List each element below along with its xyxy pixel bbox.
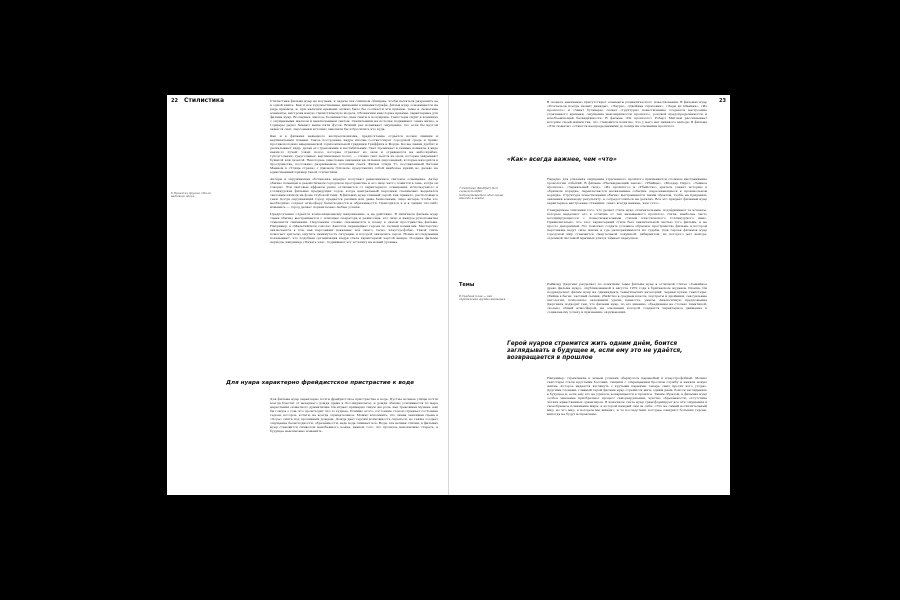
- book-spread: [167, 95, 730, 495]
- paragraph: Стандартные описания того, что делает стиль нуар отличительным, подчёркивают те аспекты, которые выделяют его в отличие от так называемого прошлого стиля, наиболее часто ассоциирующегося с повествовательным стилем классического голливудского кино. Примечательно, что этот характерный стиль был значительной частью того фильма, а не просто декорацией. Это помогает создать условное образное пространство фильма, в котором персонажи ведут свою жизнь и где разворачиваются их судьбы. Для героев фильмов нуар городской мир становится смертельной ловушкой, лабиринтом, из которого нет выхода, огромной системой мрачных улиц и тёмных переулков.: [547, 208, 707, 240]
- left-page: [167, 95, 448, 495]
- right-top-text: [547, 100, 707, 150]
- left-body-text-2: [270, 397, 438, 489]
- paragraph: Для фильма нуар характерно почти фрейдистское пристрастие к воде. Пустые ночные улицы почти всегда блестят от вечернего дождя (даже в Лос-Анджелесе), и дожди обычно усиливаются по мере нарастания сюжетного драматизма. Он играет примерно такую же роль, как тревожная музыка, как бы говоря о том, что происходит что-то худшее. Помимо этого, состояние стоков отражает состояние героев, которое, кстати, не всегда отрицательное. Можно вспомнить, что самая значимая сцена в «Лоре» снята под проливным дождём. Дождь даёт героям возможность скрыться, но также создаёт ощущение безысходности, обречённости, ведь вода смывает всё. Вода, эта вечная стихия, в фильмах нуар становится символом неизбежного конца, знаком того, что прошлое невозможно стереть, а будущее невозможно изменить.: [270, 397, 438, 433]
- left-heading: Для нуара характерно фрейдистское пристрастие к воде: [226, 380, 415, 386]
- paragraph: Нередко для усиления ощущения утраченного прошлого применяется сложное выстраивание хронологии событий. В фильме «Насаждающий закон», «Убийцы», «Молдер Пирс», «Тёмное прошлое», «Зеркальный свод», «Из прошлого» и «Убийство» зритель узнаёт историю в обратном порядке, переплетаются несвязанные события, пересекающиеся в произвольном порядке. Структура повествования обычно выстраивается таким образом, чтобы не придавать значения конечному результату, а сосредоточиться на деталях. Всё это придаёт фильмам нуар характерное настроение отчаяния: «как» всегда важнее, чем «что».: [547, 177, 707, 205]
- right-body-text-2: [547, 282, 707, 330]
- quote-heading-2: Герой нуаров стремится жить одним днём, боится заглядывать в будущее и, если ему это не удаётся, возвращается в прошлое: [507, 341, 683, 362]
- right-page: [449, 95, 730, 495]
- section-title: Стилистика: [184, 97, 225, 104]
- right-body-text-3: [547, 376, 707, 456]
- left-body-text: [270, 99, 438, 369]
- paragraph: Актёры и окружающая обстановка нередко получают равнозначное световое освещение. Актёр обычно помещён в реалистичном городском пространстве и его лицо часто ложится в тень, когда он говорит. Эти световые эффекты резко отличаются от характерного освещения, используемого в голливудских фильмах предыдущих годов, когда центральный персонаж специально выделялся световым пятном на фоне глубокой тени. В фильмах нуар главный герой, как правило, расположен в тени. Когда окружающий город предаётся разным или даже безвольным, лицо актёра, чтобы это необходимо создает атмосферу безысходности и обреченности. Пригодился я и я сыщик что-либо изменить — город делает поразительно любые успехи.: [270, 177, 438, 209]
- paragraph: В сюжете неизменно присутствуют элементы романтического повествования. В фильмах нуар «Почтальон всегда звонит дважды», «Лаура», «Двойная страховка», «Леди из Шанхая», «Из прошлого» и «Закат бульвара» сюжет структурно повествование создаётся настроение утраченного времени, ощущение невозвратности прошлого, роковой предопределённости и всеобъемлющей безнадёжности. В фильме «Из прошлого» Роберт Митчем рассказывает историю своей жизни так, что становится понятно, что у него нет никакого выхода. В фильме «Эти сюжеты» остаются неопределёнными до конца на основании прошлого.: [547, 100, 707, 128]
- quote-heading-1: «Как» всегда важнее, чем «что»: [507, 157, 617, 163]
- paragraph: Предпочтение отдаётся композиционному напряжению, а не действию. В типичном фильме нуар сцена обычно выстраивается с помощью оператора и режиссёра, его лицо и каждое рукопожатие становятся снимками. Персонажи словно оказываются в плену в самом пространстве фильма. Например, в «Мальтийском соколе» Хьюстон перемещает героев по тесным комнатам. Мастерство заключается в том, как персонажи показаны: всё сжато, тесно, клаустрофобно. Такой стиль помогает зрителю ощутить замкнутость ситуации, в которой оказались герои. Новые исследования показывают, что подобная организация кадра стала характерной чертой жанра. Поздние фильмы периода, например «Печать зла», поднимают эту эстетику на новый уровень.: [270, 212, 438, 244]
- paragraph: Например, стремление к новым успехам обернулось паранойей и клаустрофобией. Можно гангстеры стали круглыми боссами, сыщики с отвращением бросили службу и начали новую жизнь, которое надеется взглянуть с крутыми парнями, теперь само просит кого угодно. Другими словами, главный герой фильма нуар стремится жить одним днём, боится заглядывать в будущее и, если ему это не удаётся, возвращается в прошлое. Таким образом, в фильмах нуар особое значение приобретают процесс саморазрушения, чувство обречённости, отсутствие чётких нравственных ориентиров. В конечном счёте нуар трансформирует все эти ощущения в своеобразное понимание мира, в котором каждый сам за себя: «Это не самый восхитительный мир, но это мир, в котором мы живём», и те последствия, которые ожидают больших героев, никогда не будут исправлены.: [547, 376, 707, 416]
- sidenote-left: 6 Прием из другого стиля видимого эпохи: [171, 191, 211, 199]
- paragraph: Стилистика фильма нуар не изучена, и задача эта слишком обширна, чтобы пытаться разрешить её в одной книге. Как и все художественные движения в кинематографе, фильм нуар основывается на ряде приёмов, и, при наличии времени, можно было бы соотнести эти приёмы, темы и сюжетные элементы, выстроив некую стилистическую модель. Обозначим некоторые приёмы, характерные для фильма нуар. Во-первых, многое, большинство сцен сняты в полумраке. Гангстеры сидят в комнатах с опущенными жалюзи и выключенным светом. Светильники на потолке поднимают очень низко, а торшеры редко бывают выше пяти футов. Всякий раз возникает ощущение, что если бы кругом зажёгся свет, персонажи истошно завопили бы и бросились кто куда.: [270, 99, 438, 131]
- page-number-right: 23: [719, 98, 726, 104]
- right-body-text-1: [547, 177, 707, 280]
- themes-title: Темы: [459, 282, 475, 288]
- paragraph: Рэймонд Дюргнат разделяет по понятиям темы фильма нуар в отличной статье «Семейное древо фильма нуар», опубликованной в августе 1970 года в британском журнале Cinema. Он подразделяет фильм нуар на одиннадцать тематических категорий: черная кухня, гангстеры, убийца в бегах, частный сыщик, убийство в среднем классе, портреты и двойники, сексуальные патологии, психопаты, заложники удачи, ценность, ужасы. Аналогичную предложение Дюргната подводят тем, что фильмы нуар, по его мнению, объединены не столько тематикой, сколько общей атмосферой, на основании которой создаётся характерное движение к социальному успеху и признанию окружающих.: [547, 282, 707, 314]
- paragraph: Как и в фильмах немецкого экспрессионизма, предпочтение отдаётся косым линиям и вертикальным планам. Такое построение кадра вполне соответствует городской среде и прямо противоположно американской горизонтальной традиции Гриффита и Форда. Косые линии дробят и раскалывают кадр, делая его тревожным и нестабильным. Свет проникает в тёмные комнаты в виде каких-то лучей: узких полос, которые стреляют из окон и отражаются на небоскрёбах, тупоугольных, треугольных, вертикальных полос, — словно свет льётся из окон, которые закрывают бумагой или газетой. Некоторые смысловые значения на сильных персонажей, которые находятся в пространстве, постоянно разрываемом потоками света. Фильм «Леди Т», поставленный Энтони Манном в «Улице страха» с Джоном Элтоном, представлял собой наиболее яркий, но далеко не единственный пример такой стилистики.: [270, 134, 438, 174]
- page-number-left: 22: [171, 98, 178, 104]
- sidenote-right-2: 8 Средний план — как определение группы внимания: [459, 294, 506, 302]
- sidenote-right-1: 7 Сеттинг (Modifier) Под словом modifier подразумевается одна сцена эпизода в ленте: [459, 186, 504, 201]
